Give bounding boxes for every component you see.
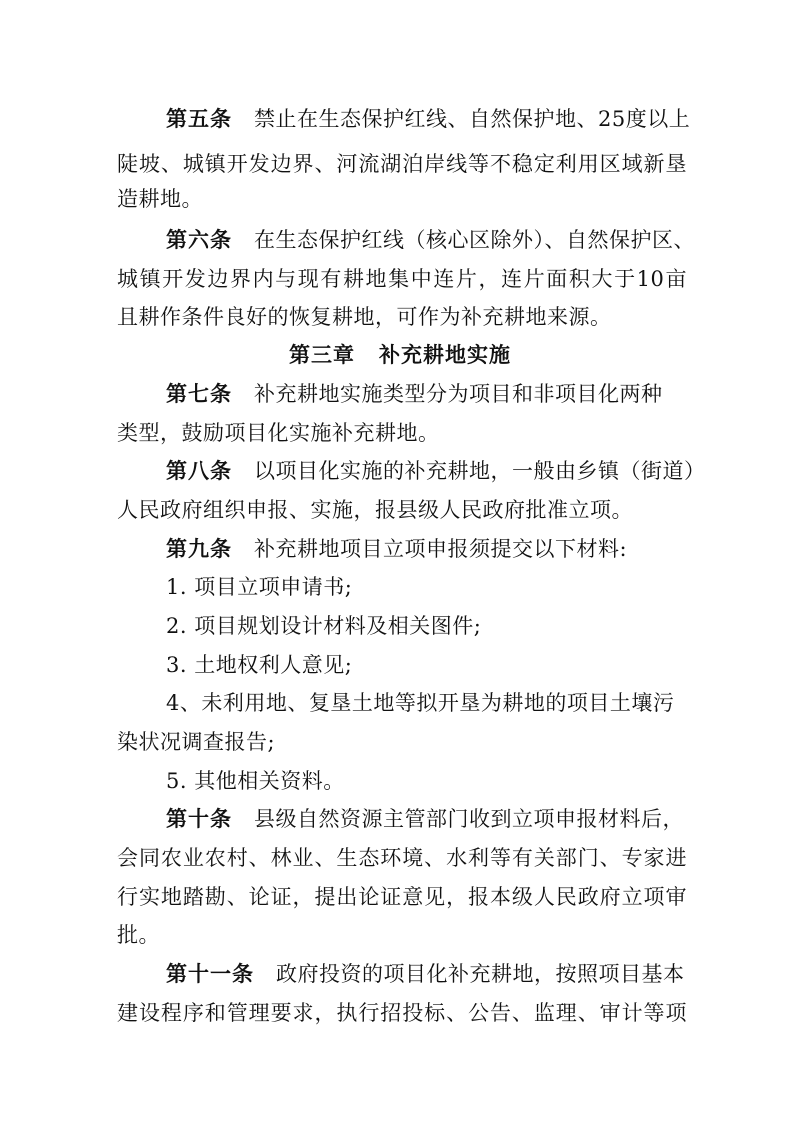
article-text: 县级自然资源主管部门收到立项申报材料后，: [254, 807, 684, 831]
article-10-line-4: 批。: [117, 923, 160, 947]
article-number: 第十一条: [166, 962, 254, 986]
list-item: 4、未利用地、复垦土地等拟开垦为耕地的项目土壤污: [166, 691, 675, 715]
article-text: 政府投资的项目化补充耕地，按照项目基本: [276, 962, 685, 986]
article-10-line-3: 行实地踏勘、论证，提出论证意见，报本级人民政府立项审: [117, 885, 687, 909]
list-item: 2. 项目规划设计材料及相关图件;: [166, 614, 482, 638]
article-number: 第九条: [166, 537, 232, 561]
article-10-line-2: 会同农业农村、林业、生态环境、水利等有关部门、专家进: [117, 846, 687, 870]
article-11-line-2: 建设程序和管理要求，执行招投标、公告、监理、审计等项: [117, 1001, 687, 1025]
list-item: 1. 项目立项申请书;: [166, 575, 353, 599]
article-5-line-1: [166, 104, 691, 134]
article-number: 第五条: [166, 107, 232, 131]
article-number: 第七条: [166, 382, 232, 406]
article-text: 以项目化实施的补充耕地，一般由乡镇（街道）: [254, 459, 706, 483]
chapter-number: 第三章: [289, 343, 355, 367]
article-8-line-1: [166, 456, 706, 486]
list-item: 3. 土地权利人意见;: [166, 653, 353, 677]
article-text: 禁止在生态保护红线、自然保护地、25度以上: [254, 107, 691, 131]
article-9-line-1: [166, 534, 687, 564]
article-text: 补充耕地项目立项申报须提交以下材料:: [254, 537, 628, 561]
article-number: 第六条: [166, 228, 232, 252]
article-5-line-2: 陡坡、城镇开发边界、河流湖泊岸线等不稳定利用区域新垦: [117, 152, 687, 176]
chapter-heading: [0, 340, 800, 370]
chapter-title: 补充耕地实施: [379, 343, 511, 367]
article-11-line-1: [166, 959, 687, 989]
article-7-line-2: 类型，鼓励项目化实施补充耕地。: [117, 421, 440, 445]
list-item: 5. 其他相关资料。: [166, 769, 345, 793]
list-item-continuation: 染状况调查报告;: [117, 730, 276, 754]
article-8-line-2: 人民政府组织申报、实施，报县级人民政府批准立项。: [117, 498, 633, 522]
article-10-line-1: [166, 804, 687, 834]
article-7-line-1: [166, 379, 687, 409]
article-number: 第八条: [166, 459, 232, 483]
article-6-line-2: 城镇开发边界内与现有耕地集中连片，连片面积大于10亩: [117, 267, 687, 291]
article-number: 第十条: [166, 807, 232, 831]
article-6-line-3: 且耕作条件良好的恢复耕地，可作为补充耕地来源。: [117, 305, 612, 329]
article-6-line-1: [166, 225, 695, 255]
article-text: 在生态保护红线（核心区除外）、自然保护区、: [254, 228, 695, 252]
article-text: 补充耕地实施类型分为项目和非项目化两种: [254, 382, 663, 406]
article-5-line-3: 造耕地。: [117, 187, 203, 211]
